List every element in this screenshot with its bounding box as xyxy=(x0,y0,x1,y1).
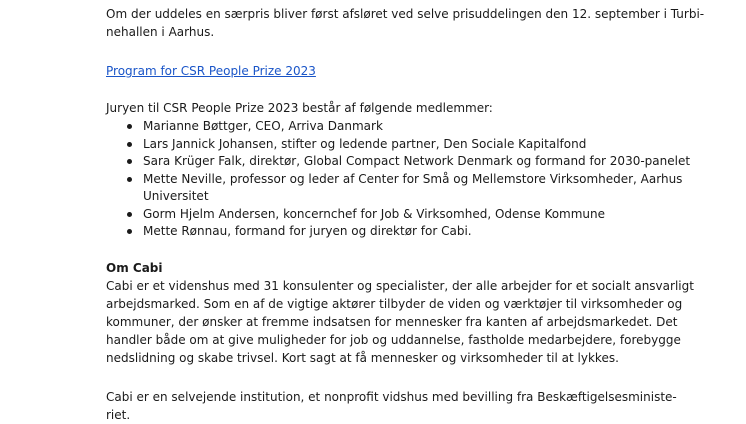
list-item xyxy=(106,136,690,154)
intro-line-1: Om der uddeles en særpris bliver først afsløret ved selve prisuddelingen den 12. september i Turbi- xyxy=(106,7,705,21)
bullet-icon xyxy=(127,177,132,182)
jury-member: Marianne Bøttger, CEO, Arriva Danmark xyxy=(143,119,383,133)
list-item-continuation xyxy=(106,188,690,206)
about-line: arbejdsmarked. Som en af de vigtige aktører tilbyder de viden og værktøjer til virksomheder og xyxy=(106,297,683,311)
list-item xyxy=(106,171,690,189)
jury-member: Mette Neville, professor og leder af Center for Små og Mellemstore Virksomheder, Aarhus xyxy=(143,171,683,186)
jury-member: Lars Jannick Johansen, stifter og ledende partner, Den Sociale Kapitalfond xyxy=(143,136,587,151)
closing-line-2: riet. xyxy=(106,408,131,422)
jury-intro: Juryen til CSR People Prize 2023 består af følgende medlemmer: xyxy=(106,101,493,115)
bullet-icon xyxy=(127,212,132,217)
bullet-icon xyxy=(127,229,132,234)
about-heading: Om Cabi xyxy=(106,261,163,275)
about-line: kommuner, der ønsker at fremme indsatsen for mennesker fra kanten af arbejdsmarkedet. Det xyxy=(106,315,678,329)
bullet-icon xyxy=(127,124,132,129)
list-item xyxy=(106,118,690,136)
jury-member-continuation: Universitet xyxy=(143,189,209,203)
list-item xyxy=(106,153,690,171)
bullet-icon xyxy=(127,159,132,164)
intro-line-2: nehallen i Aarhus. xyxy=(106,25,215,39)
jury-member: Mette Rønnau, formand for juryen og direktør for Cabi. xyxy=(143,224,472,238)
list-item xyxy=(106,223,690,241)
about-line: handler både om at give muligheder for job og uddannelse, fastholde medarbejdere, forebygge xyxy=(106,333,681,347)
jury-member: Gorm Hjelm Andersen, koncernchef for Job & Virksomhed, Odense Kommune xyxy=(143,206,606,221)
closing-line-1: Cabi er en selvejende institution, et nonprofit vidshus med bevilling fra Beskæftigelsesministe- xyxy=(106,390,677,404)
document-page xyxy=(106,0,705,422)
jury-member-list xyxy=(106,118,690,241)
program-link-line xyxy=(106,63,316,80)
list-item xyxy=(106,206,690,224)
program-link[interactable]: Program for CSR People Prize 2023 xyxy=(106,64,316,78)
jury-member: Sara Krüger Falk, direktør, Global Compact Network Denmark og formand for 2030-panelet xyxy=(143,154,691,168)
about-line: nedslidning og skabe trivsel. Kort sagt at få mennesker og virksomheder til at lykkes. xyxy=(106,351,619,365)
bullet-icon xyxy=(127,142,132,147)
about-line: Cabi er et videnshus med 31 konsulenter og specialister, der alle arbejder for et socialt ansvarligt xyxy=(106,279,694,293)
